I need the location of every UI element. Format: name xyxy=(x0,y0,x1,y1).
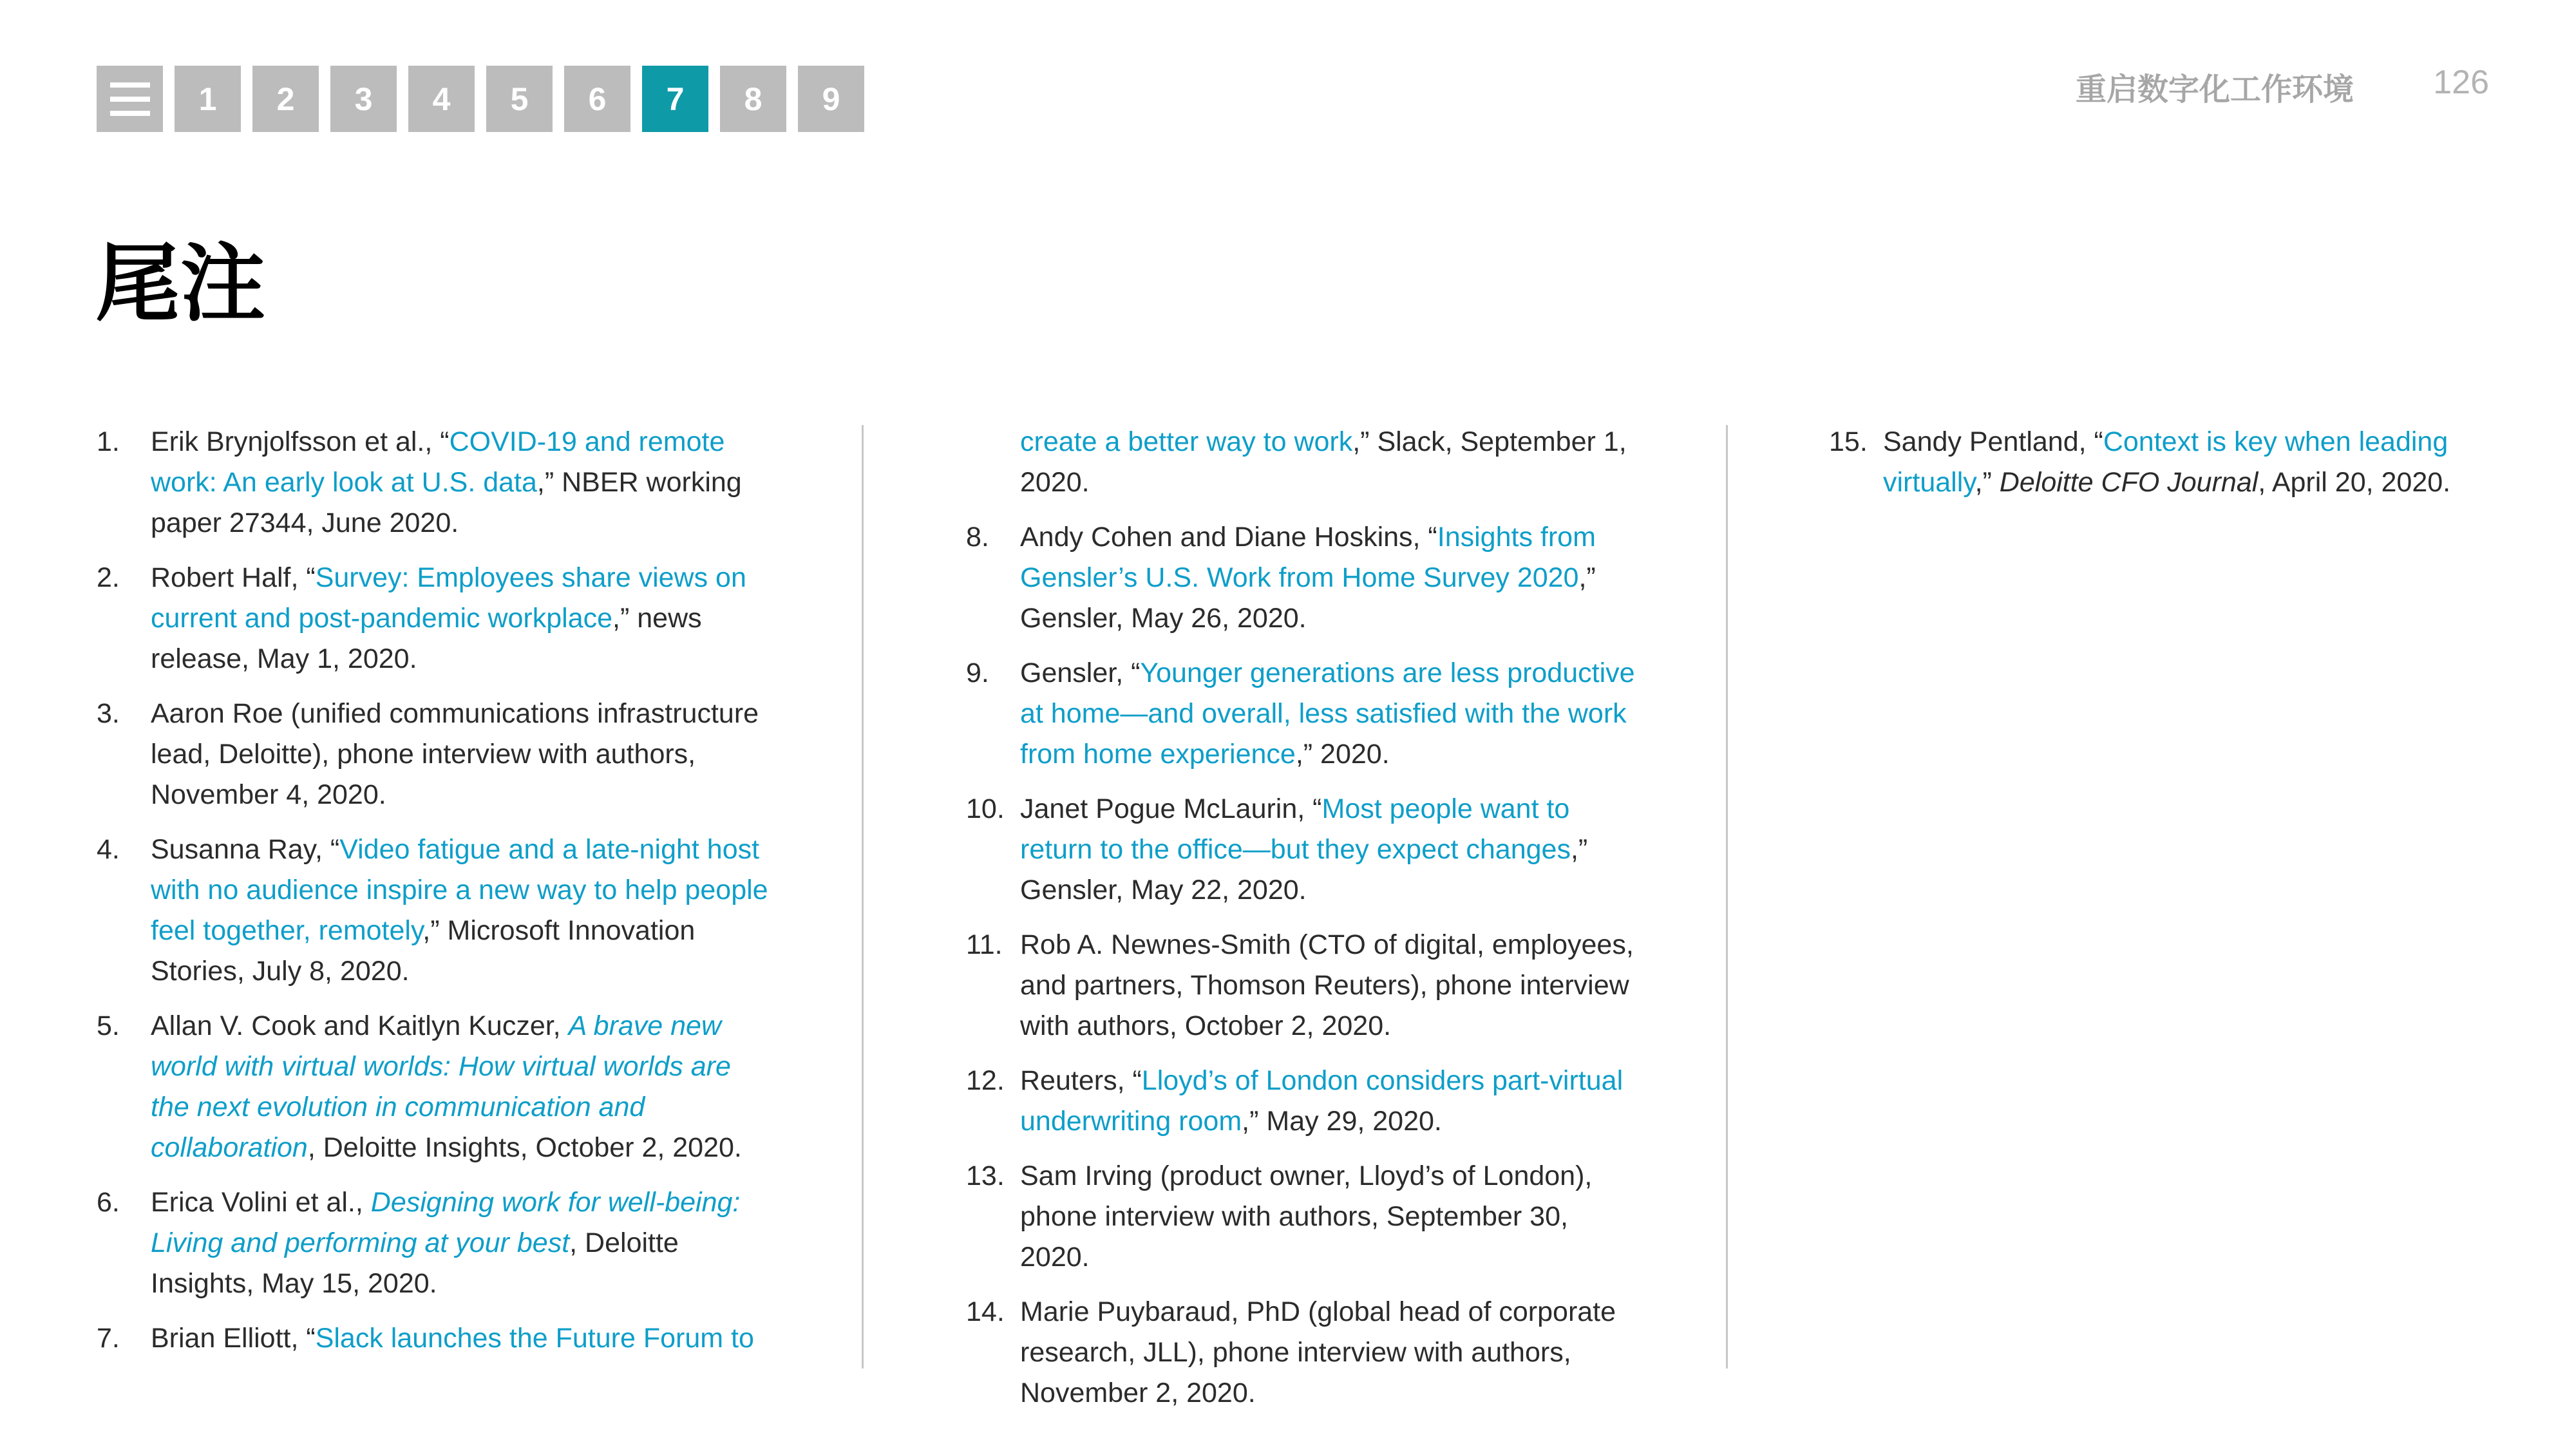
endnote-text: Gensler, “ xyxy=(1020,658,1141,688)
endnote-text: ,” NBER working paper 27344, June 2020. xyxy=(151,467,742,538)
endnote-number: 2. xyxy=(97,562,120,593)
nav-page-8[interactable]: 8 xyxy=(720,66,786,132)
endnote-link[interactable]: COVID-19 and remote work: An early look at U.S. data xyxy=(151,426,725,498)
endnote-10 xyxy=(966,789,1642,911)
endnote-text: ,” Gensler, May 26, 2020. xyxy=(1020,562,1596,634)
endnote-number: 5. xyxy=(97,1010,120,1041)
endnote-number: 15. xyxy=(1829,426,1868,457)
endnote-link[interactable]: Lloyd’s of London considers part-virtual underwriting room xyxy=(1020,1065,1624,1137)
nav-page-9[interactable]: 9 xyxy=(798,66,864,132)
nav-page-4[interactable]: 4 xyxy=(408,66,475,132)
endnote-text: Janet Pogue McLaurin, “ xyxy=(1020,793,1322,824)
endnote-text: Sam Irving (product owner, Lloyd’s of London), phone interview with authors, September 30, 2020. xyxy=(1020,1160,1593,1273)
endnotes-column-3 xyxy=(1829,422,2505,517)
endnote-9 xyxy=(966,653,1642,775)
hamburger-menu-icon[interactable] xyxy=(97,66,163,132)
endnote-link[interactable]: Insights from Gensler’s U.S. Work from Home Survey 2020 xyxy=(1020,522,1596,593)
column-divider xyxy=(862,425,864,1368)
endnote-number: 9. xyxy=(966,658,989,688)
endnote-text: ,” Microsoft Innovation Stories, July 8, 2020. xyxy=(151,915,696,987)
endnote-link[interactable]: Video fatigue and a late-night host with no audience inspire a new way to help people feel together, remotely xyxy=(151,834,768,946)
endnote-7 xyxy=(97,1318,773,1359)
endnote-number: 14. xyxy=(966,1296,1005,1327)
endnote-number: 3. xyxy=(97,698,120,729)
endnote-text: ,” 2020. xyxy=(1295,739,1390,770)
endnote-text: Brian Elliott, “ xyxy=(151,1323,316,1354)
endnote-text: Erik Brynjolfsson et al., “ xyxy=(151,426,450,457)
endnote-text: Andy Cohen and Diane Hoskins, “ xyxy=(1020,522,1437,553)
endnote-link[interactable]: Context is key when leading virtually xyxy=(1883,426,2448,498)
document-title: 重启数字化工作环境 xyxy=(2075,71,2354,108)
endnote-number: 8. xyxy=(966,522,989,553)
endnote-13 xyxy=(966,1156,1642,1278)
endnote-publication: Deloitte CFO Journal xyxy=(1999,467,2259,498)
endnote-link[interactable]: Slack launches the Future Forum to xyxy=(315,1323,754,1354)
endnote-link[interactable]: Younger generations are less productive at home—and overall, less satisfied with the work from home experience xyxy=(1020,658,1635,770)
endnote-number: 4. xyxy=(97,834,120,865)
endnote-3 xyxy=(97,694,773,815)
endnote-number: 11. xyxy=(966,929,1003,960)
endnote-text: Allan V. Cook and Kaitlyn Kuczer, xyxy=(151,1010,569,1041)
endnote-5 xyxy=(97,1006,773,1168)
endnotes-column-1 xyxy=(97,422,773,1373)
endnote-link[interactable]: Survey: Employees share views on current and post-pandemic workplace xyxy=(151,562,746,634)
endnote-link[interactable]: create a better way to work xyxy=(1020,426,1353,457)
endnote-text: , Deloitte Insights, October 2, 2020. xyxy=(307,1132,742,1163)
nav-page-5[interactable]: 5 xyxy=(486,66,553,132)
endnote-2 xyxy=(97,558,773,679)
endnote-1 xyxy=(97,422,773,544)
endnote-text: Marie Puybaraud, PhD (global head of corporate research, JLL), phone interview with authors, November 2, 2020. xyxy=(1020,1296,1616,1408)
endnote-number: 7. xyxy=(97,1323,120,1354)
endnote-text: ,” news release, May 1, 2020. xyxy=(151,603,702,674)
endnote-text: , Deloitte Insights, May 15, 2020. xyxy=(151,1227,679,1299)
nav-page-6[interactable]: 6 xyxy=(564,66,630,132)
endnote-text: ,” Gensler, May 22, 2020. xyxy=(1020,834,1588,905)
nav-page-7-active[interactable]: 7 xyxy=(642,66,708,132)
page-navigation xyxy=(97,66,864,132)
endnote-11 xyxy=(966,925,1642,1046)
endnote-number: 6. xyxy=(97,1187,120,1218)
endnotes-column-2 xyxy=(966,422,1642,1428)
endnote-text: Erica Volini et al., xyxy=(151,1187,371,1218)
page-heading: 尾注 xyxy=(95,234,265,334)
endnote-link[interactable]: Designing work for well-being: Living and performing at your best xyxy=(151,1187,741,1258)
nav-page-1[interactable]: 1 xyxy=(175,66,241,132)
endnote-text: , April 20, 2020. xyxy=(2258,467,2451,498)
column-divider xyxy=(1726,425,1728,1368)
nav-page-3[interactable]: 3 xyxy=(330,66,397,132)
endnote-text: Reuters, “ xyxy=(1020,1065,1142,1096)
endnote-4 xyxy=(97,829,773,992)
endnote-link[interactable]: Most people want to return to the office—but they expect changes xyxy=(1020,793,1571,865)
endnote-number: 1. xyxy=(97,426,120,457)
endnote-text: Rob A. Newnes-Smith (CTO of digital, employees, and partners, Thomson Reuters), phone interview with authors, October 2, 2020. xyxy=(1020,929,1634,1041)
endnote-14 xyxy=(966,1292,1642,1414)
endnote-12 xyxy=(966,1061,1642,1142)
endnote-text: Susanna Ray, “ xyxy=(151,834,340,865)
nav-page-2[interactable]: 2 xyxy=(252,66,319,132)
endnote-number: 12. xyxy=(966,1065,1005,1096)
page-number: 126 xyxy=(2433,64,2489,101)
endnote-8 xyxy=(966,517,1642,639)
endnote-7-continued xyxy=(966,422,1642,503)
endnote-text: Sandy Pentland, “ xyxy=(1883,426,2103,457)
endnote-number: 13. xyxy=(966,1160,1005,1191)
endnote-text: Robert Half, “ xyxy=(151,562,316,593)
endnote-6 xyxy=(97,1182,773,1304)
endnote-number: 10. xyxy=(966,793,1005,824)
endnote-text: ,” May 29, 2020. xyxy=(1242,1106,1442,1137)
endnote-text: ,” xyxy=(1975,467,2000,498)
endnote-link[interactable]: A brave new world with virtual worlds: How virtual worlds are the next evolution in communication and collaboration xyxy=(151,1010,731,1163)
endnote-text: Aaron Roe (unified communications infrastructure lead, Deloitte), phone interview with authors, November 4, 2020. xyxy=(151,698,759,810)
endnote-15 xyxy=(1829,422,2505,503)
endnote-text: ,” Slack, September 1, 2020. xyxy=(1020,426,1627,498)
